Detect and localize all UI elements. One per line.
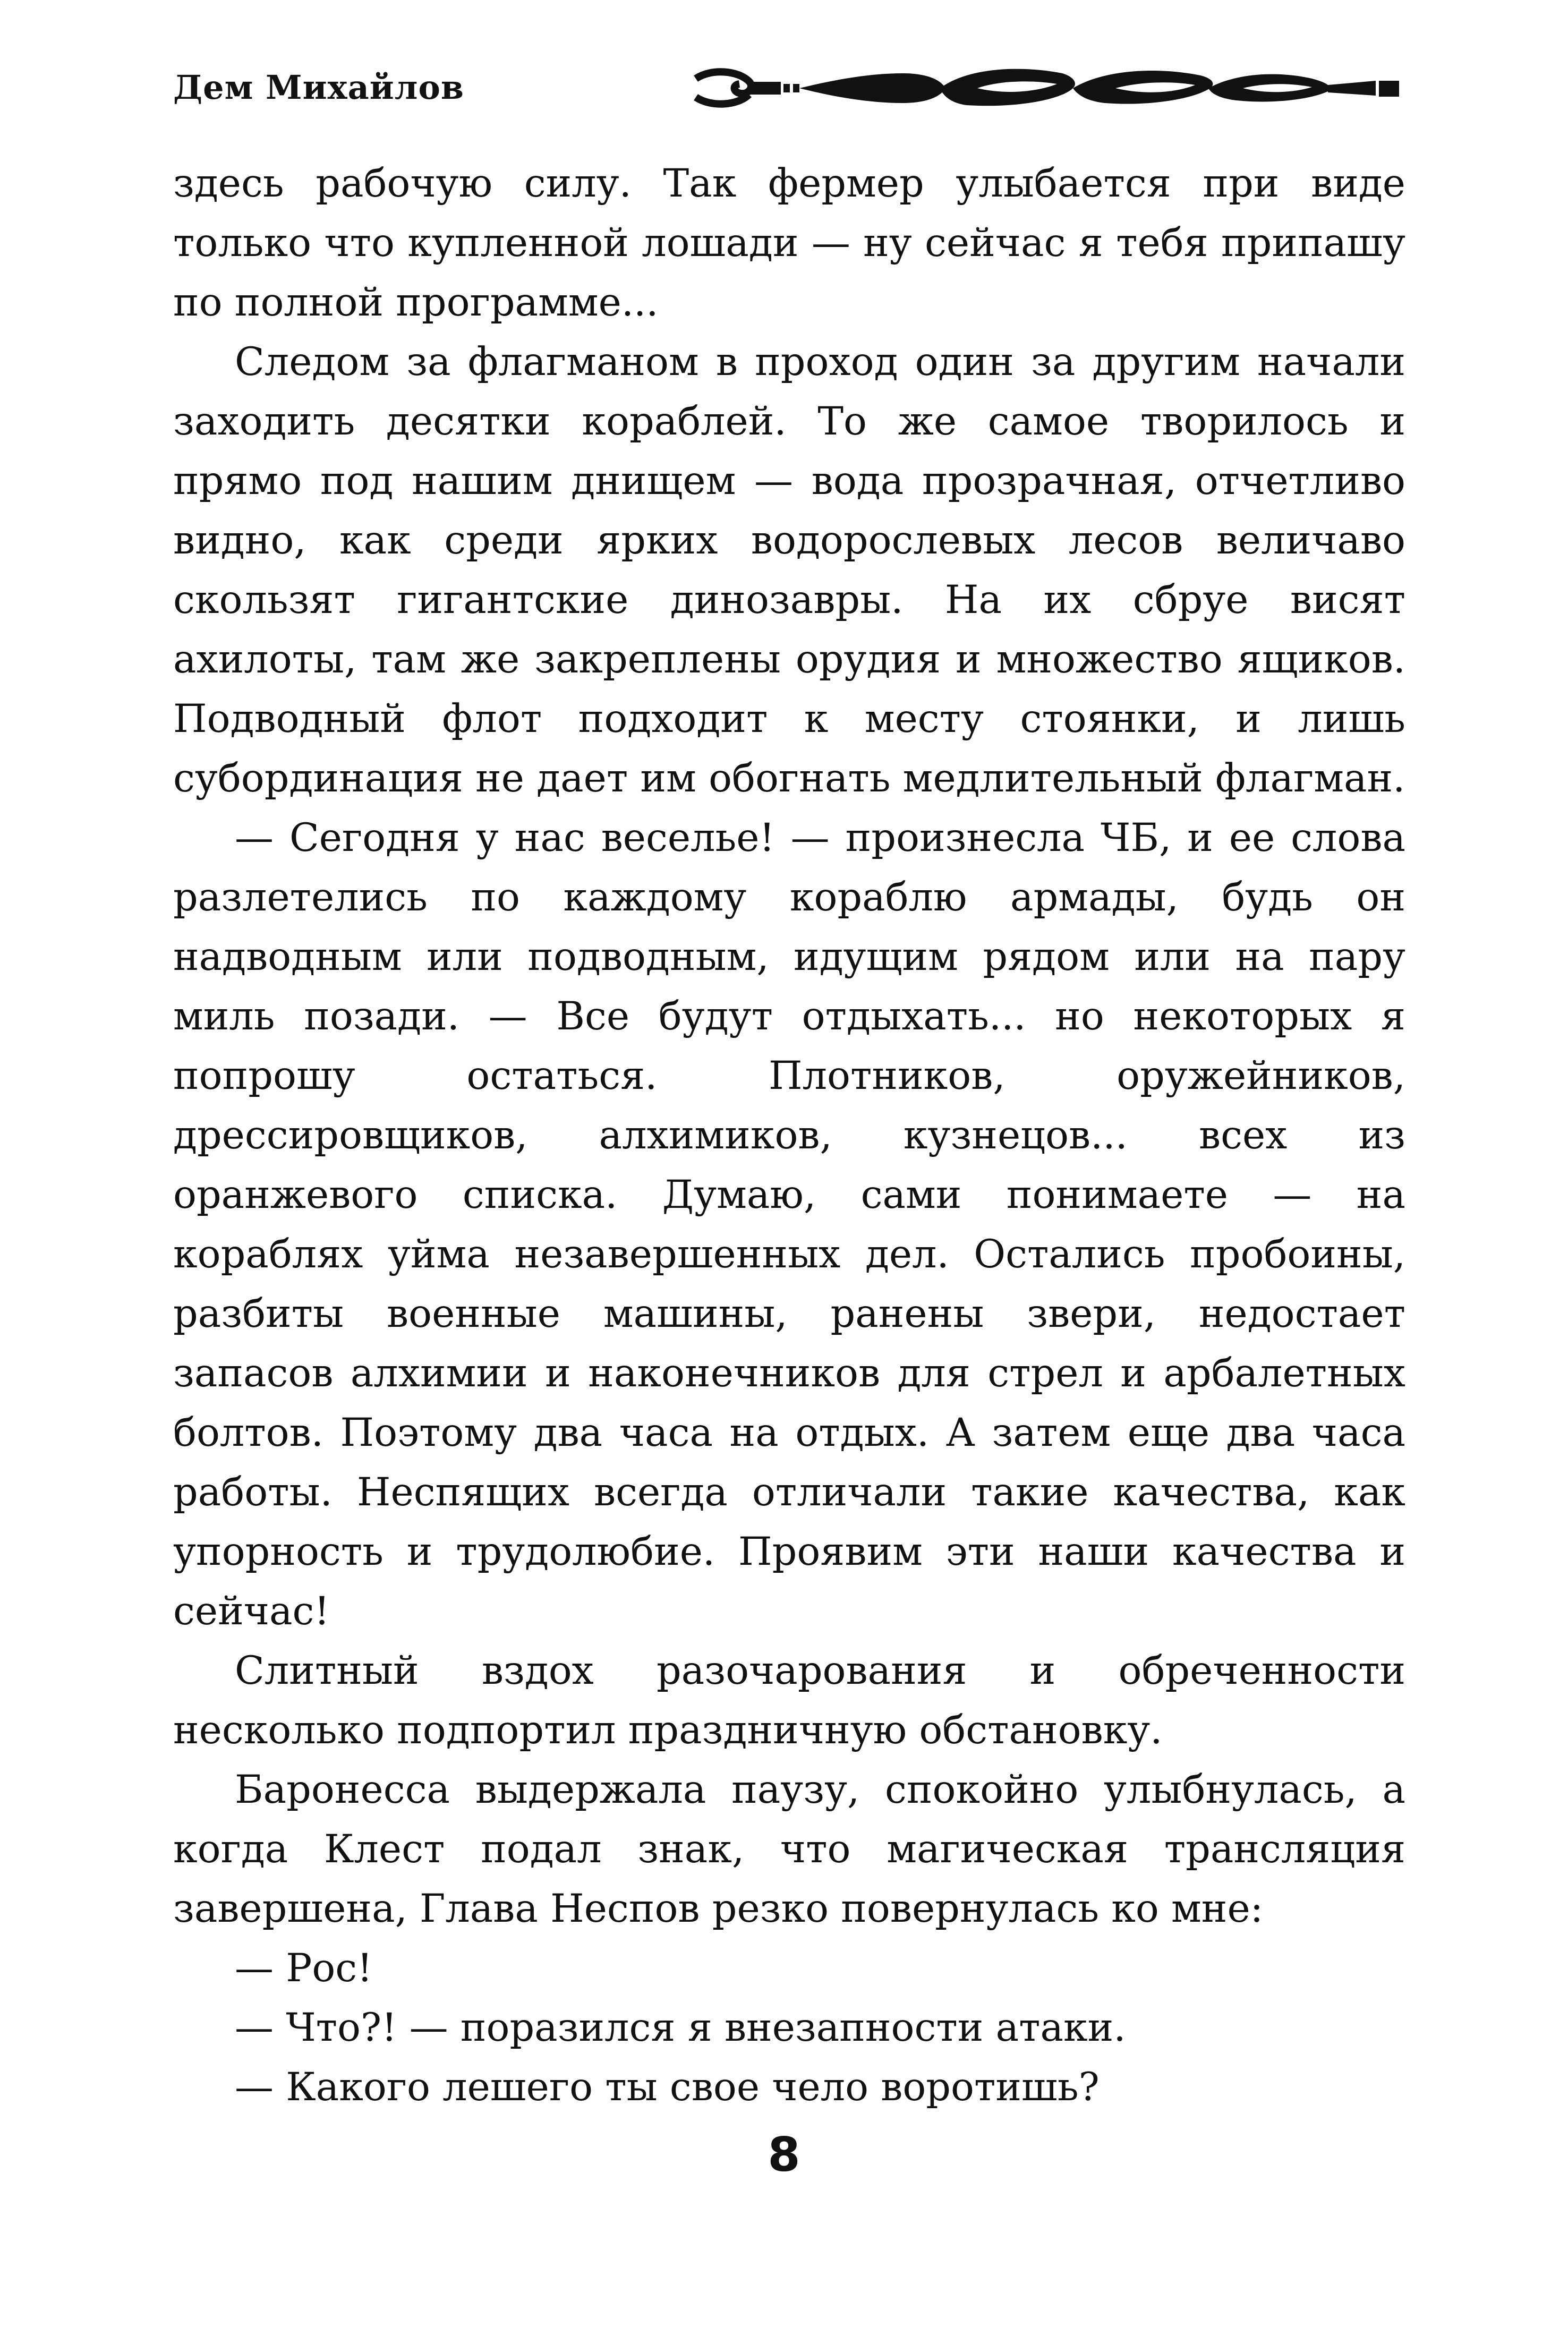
paragraph: — Что?! — поразился я внезапности атаки. xyxy=(235,2005,1126,2050)
paragraph: Баронесса выдержала паузу, спокойно улыбнулась, а когда Клест подал знак, что магическая трансляция завершена, Глава Неспов резко повернулась ко мне: xyxy=(173,1767,1405,1931)
paragraph: здесь рабочую силу. Так фермер улыбается при виде только что купленной лошади — ну сейчас я тебя припашу по полной программе... xyxy=(173,161,1405,325)
paragraph: Слитный вздох разочарования и обреченности несколько подпортил праздничную обстановку. xyxy=(173,1648,1405,1753)
paragraph: Следом за флагманом в проход один за другим начали заходить десятки кораблей. То же самое творилось и прямо под нашим днищем — вода прозрачная, отчетливо видно, как среди ярких водорослевых лесов величаво скользят гигантские динозавры. На их сбруе висят ахилоты, там же закреплены орудия и множество ящиков. Подводный флот подходит к месту стоянки, и лишь субординация не дает им обогнать медлительный флагман. xyxy=(173,339,1405,801)
paragraph: — Рос! xyxy=(235,1946,373,1991)
paragraph: — Сегодня у нас веселье! — произнесла ЧБ, и ее слова разлетелись по каждому кораблю армады, будь он надводным или подводным, идущим рядом или на пару миль позади. — Все будут отдыхать... но некоторых я попрошу остаться. Плотников, оружейников, дрессировщиков, алхимиков, кузнецов... всех из оранжевого списка. Думаю, сами понимаете — на кораблях уйма незавершенных дел. Остались пробоины, разбиты военные машины, ранены звери, недостает запасов алхимии и наконечников для стрел и арбалетных болтов. Поэтому два часа на отдых. А затем еще два часа работы. Неспящих всегда отличали такие качества, как упорность и трудолюбие. Проявим эти наши качества и сейчас! xyxy=(173,815,1405,1634)
body-text xyxy=(173,154,1405,2117)
paragraph: — Какого лешего ты свое чело воротишь? xyxy=(235,2065,1100,2110)
running-header xyxy=(0,0,1568,170)
decorative-rule-icon xyxy=(691,57,1402,116)
running-author: Дем Михайлов xyxy=(173,68,464,107)
page-number: 8 xyxy=(768,2127,800,2182)
